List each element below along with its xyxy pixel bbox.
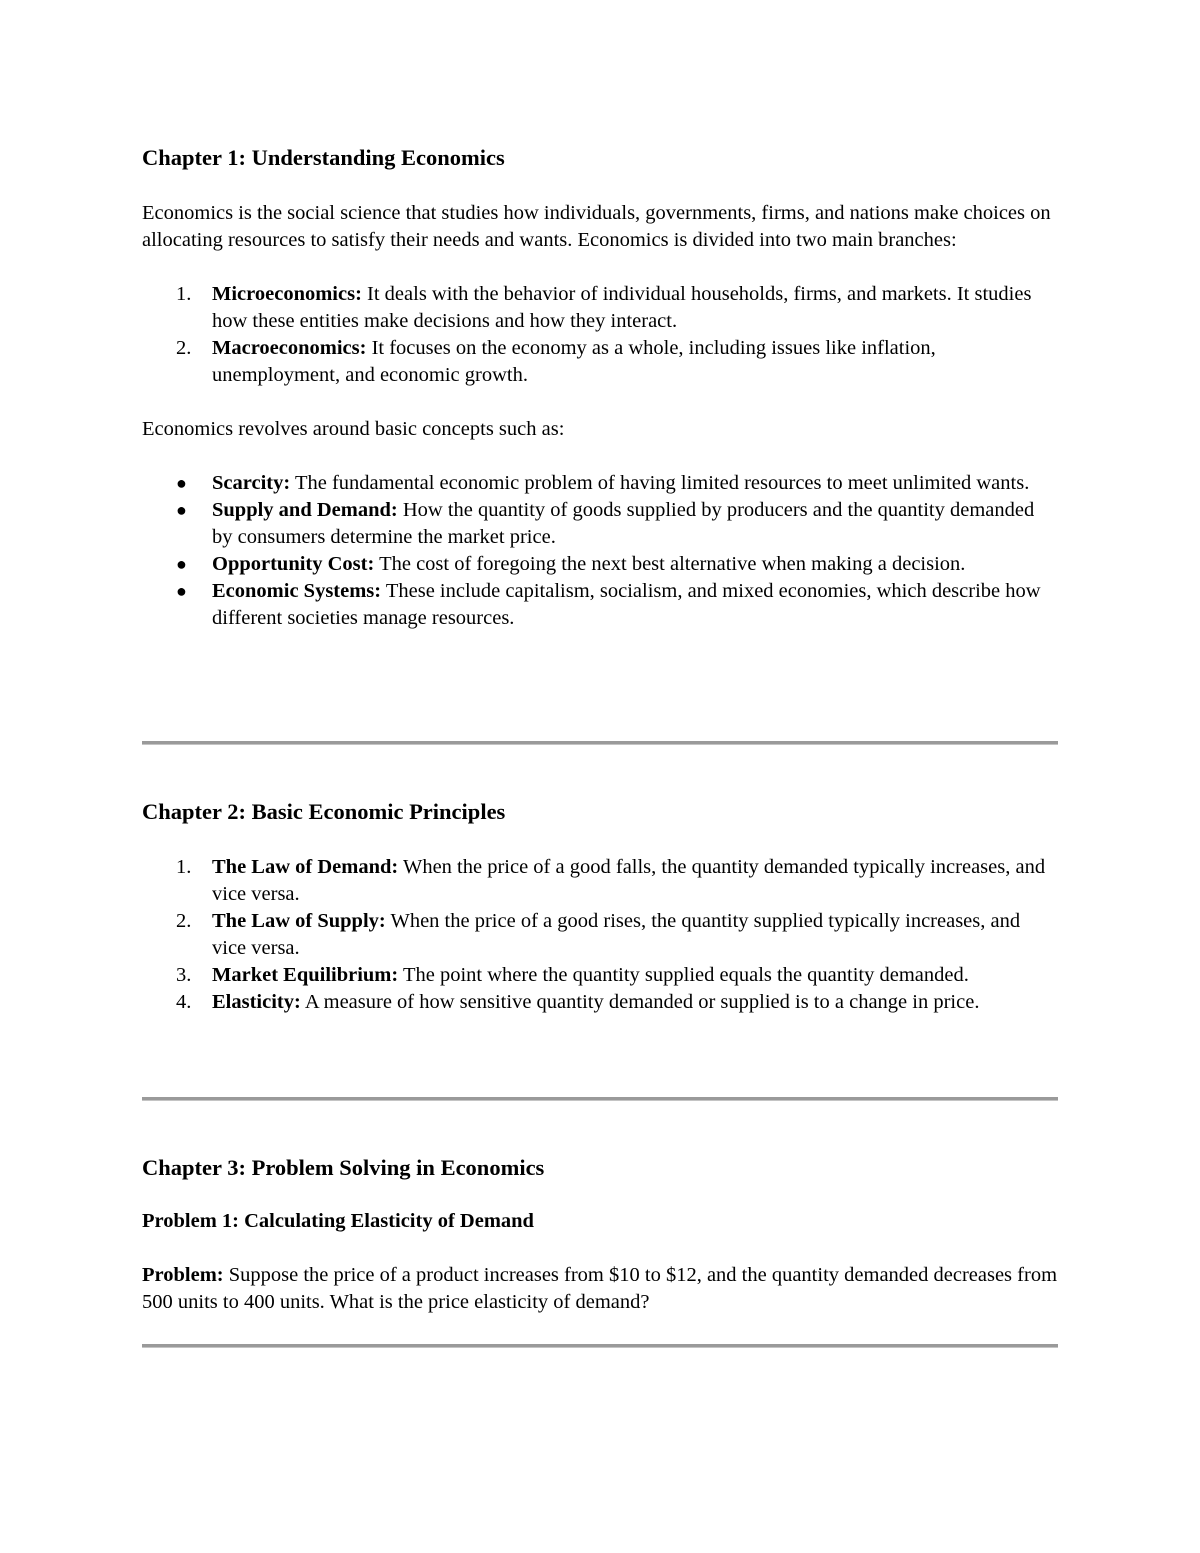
section-divider [142, 1344, 1058, 1348]
list-item [142, 335, 1058, 389]
section-divider [142, 741, 1058, 745]
list-term: Supply and Demand: [212, 499, 398, 521]
concepts-list [142, 470, 1058, 632]
list-term: Microeconomics: [212, 283, 362, 305]
list-item [142, 551, 1058, 578]
list-term: Economic Systems: [212, 580, 382, 602]
chapter-1-title: Chapter 1: Understanding Economics [142, 145, 505, 170]
list-item [142, 578, 1058, 632]
chapter-3-section [142, 1153, 1058, 1316]
list-term: Opportunity Cost: [212, 553, 375, 575]
bullet-icon: ● [176, 500, 187, 520]
list-term: Scarcity: [212, 472, 291, 494]
list-term: The Law of Supply: [212, 910, 386, 932]
list-term: Market Equilibrium: [212, 964, 399, 986]
concepts-intro: Economics revolves around basic concepts such as: [142, 418, 565, 440]
principles-list [142, 854, 1058, 1016]
list-item [142, 908, 1058, 962]
chapter-3-title: Chapter 3: Problem Solving in Economics [142, 1155, 545, 1180]
list-text: It focuses on the economy as a whole, including issues like inflation, unemployment, and economic growth. [212, 337, 936, 386]
list-text: How the quantity of goods supplied by producers and the quantity demanded by consumers determine the market price. [212, 499, 1035, 548]
list-term: Macroeconomics: [212, 337, 367, 359]
problem-heading: Problem 1: Calculating Elasticity of Demand [142, 1210, 534, 1232]
problem-label: Problem: [142, 1264, 224, 1286]
list-text: When the price of a good rises, the quantity supplied typically increases, and vice versa. [212, 910, 1021, 959]
chapter-2-section [142, 797, 1058, 1016]
chapter-2-title: Chapter 2: Basic Economic Principles [142, 799, 506, 824]
list-number: 2. [176, 337, 192, 359]
bullet-icon: ● [176, 554, 187, 574]
bullet-icon: ● [176, 473, 187, 493]
list-text: The fundamental economic problem of having limited resources to meet unlimited wants. [290, 472, 1030, 494]
section-divider [142, 1097, 1058, 1101]
bullet-icon: ● [176, 581, 187, 601]
list-item [142, 854, 1058, 908]
problem-statement [142, 1262, 1058, 1316]
list-item [142, 989, 1058, 1016]
list-number: 1. [176, 283, 192, 305]
list-text: These include capitalism, socialism, and mixed economies, which describe how different societies manage resources. [212, 580, 1041, 629]
list-item [142, 470, 1058, 497]
list-number: 2. [176, 910, 192, 932]
list-number: 3. [176, 964, 192, 986]
list-item [142, 281, 1058, 335]
list-text: When the price of a good falls, the quantity demanded typically increases, and vice versa. [212, 856, 1046, 905]
list-term: The Law of Demand: [212, 856, 399, 878]
chapter-1-intro: Economics is the social science that studies how individuals, governments, firms, and nations make choices on allocating resources to satisfy their needs and wants. Economics is divided into two main branches: [142, 202, 1051, 251]
list-item [142, 497, 1058, 551]
list-text: The point where the quantity supplied equals the quantity demanded. [398, 964, 969, 986]
branches-list [142, 281, 1058, 389]
problem-text: Suppose the price of a product increases from $10 to $12, and the quantity demanded decreases from 500 units to 400 units. What is the price elasticity of demand? [142, 1264, 1058, 1313]
list-term: Elasticity: [212, 991, 301, 1013]
list-item [142, 962, 1058, 989]
list-text: The cost of foregoing the next best alternative when making a decision. [374, 553, 966, 575]
list-number: 4. [176, 991, 192, 1013]
list-text: It deals with the behavior of individual households, firms, and markets. It studies how these entities make decisions and how they interact. [212, 283, 1032, 332]
chapter-1-section [142, 143, 1058, 632]
list-number: 1. [176, 856, 192, 878]
list-text: A measure of how sensitive quantity demanded or supplied is to a change in price. [300, 991, 980, 1013]
